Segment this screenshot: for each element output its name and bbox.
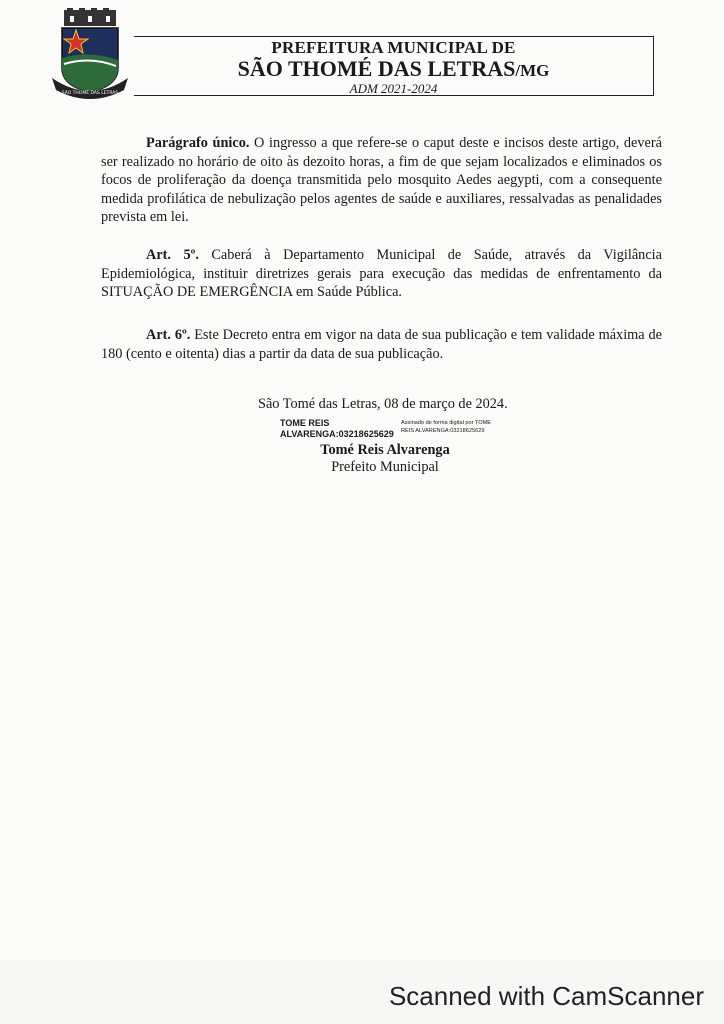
digital-signature-note <box>401 419 491 435</box>
crest-ribbon-text: SÃO THOMÉ DAS LETRAS <box>61 91 119 96</box>
signer-name: Tomé Reis Alvarenga <box>320 442 450 458</box>
digital-signature-name-line1: TOME REIS <box>280 418 330 428</box>
digital-signature-name-line2: ALVARENGA:03218625629 <box>280 429 394 439</box>
letterhead <box>134 36 654 96</box>
paragraph-lead: Art. 6º. <box>146 327 191 343</box>
digital-signature-note-line1: Assinado de forma digital por TOME <box>401 420 491 426</box>
paragraph-unico <box>101 134 662 227</box>
signer-title: Prefeito Municipal <box>331 459 439 475</box>
paragraph-text: Este Decreto entra em vigor na data de sua publicação e tem validade máxima de 180 (cento e oitenta) dias a partir da data de sua publicação. <box>101 327 662 362</box>
paragraph-lead: Parágrafo único. <box>146 135 250 151</box>
paragraph-lead: Art. 5º. <box>146 247 199 263</box>
letterhead-state: /MG <box>515 61 550 80</box>
letterhead-term: ADM 2021-2024 <box>349 81 438 96</box>
letterhead-line1: PREFEITURA MUNICIPAL DE <box>271 38 516 57</box>
date-line: São Tomé das Letras, 08 de março de 2024. <box>258 396 508 412</box>
paragraph-text: Caberá à Departamento Municipal de Saúde, através da Vigilância Epidemiológica, instituir diretrizes gerais para execução das medidas de enfrentamento da SITUAÇÃO DE EMERGÊNCIA em Saúde Pública. <box>101 247 662 301</box>
paragraph-art6 <box>101 326 662 363</box>
scanner-watermark: Scanned with CamScanner <box>388 981 704 1011</box>
digital-signature-note-line2: REIS ALVARENGA:03218625629 <box>401 428 485 434</box>
paragraph-text: O ingresso a que refere-se o caput deste e incisos deste artigo, deverá ser realizado no horário de oito às dezoito horas, a fim de que sejam localizados e eliminados os focos de proliferação da doença transmitida pelo mosquito Aedes aegypti, com a consequente medida profilática de nebulização pelos agentes de saúde e auxiliares, ressalvadas as penalidades prevista em lei. <box>101 135 662 226</box>
letterhead-city: SÃO THOMÉ DAS LETRAS <box>237 56 516 81</box>
paragraph-art5 <box>101 246 662 302</box>
digital-signature-name <box>280 418 394 440</box>
municipal-crest-icon <box>50 8 130 100</box>
letterhead-title <box>134 56 653 82</box>
